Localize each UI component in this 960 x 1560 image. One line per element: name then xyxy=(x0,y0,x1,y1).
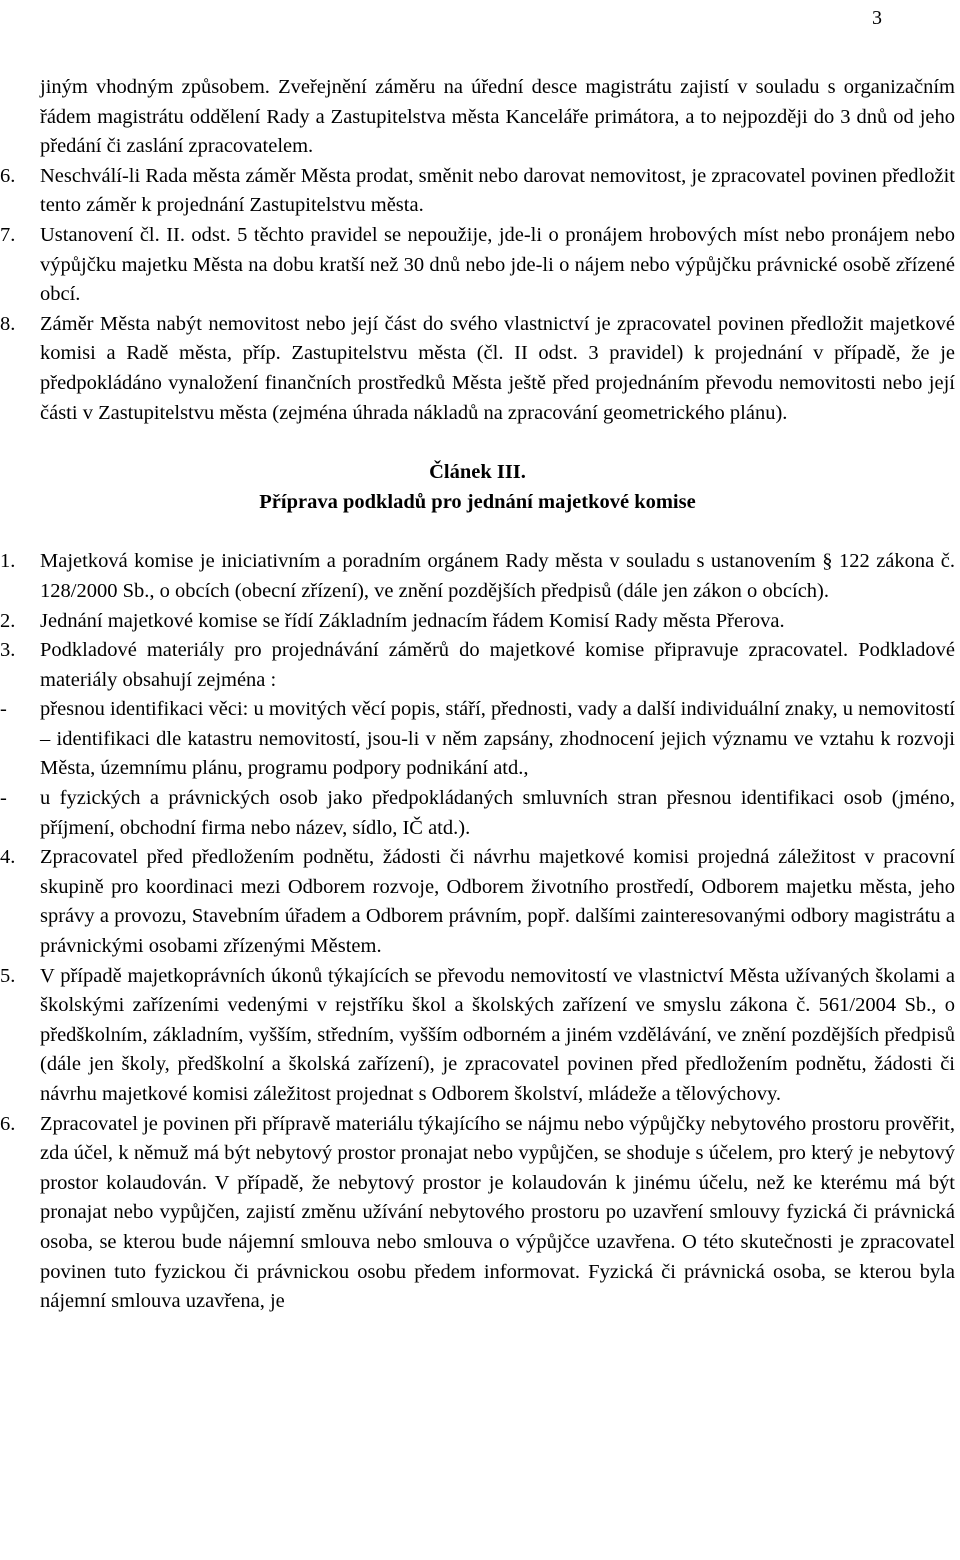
document-body xyxy=(0,73,955,1317)
continuation-paragraph: jiným vhodným způsobem. Zveřejnění záměru na úřední desce magistrátu zajistí v souladu s organizačním řádem magistrátu oddělení Rady a Zastupitelstva města Kanceláře primátora, a to nejpozději do 3 dnů od jeho předání či zaslání zpracovatelem. xyxy=(40,76,955,158)
item-text: V případě majetkoprávních úkonů týkajících se převodu nemovitostí ve vlastnictví Města užívaných školami a školskými zařízeními vedenými v rejstříku škol a školských zařízení ve smyslu zákona č. 561/2004 Sb., o předškolním, základním, vyšším, středním, vyšším odborném a jiném vzdělávání, ve znění pozdějších předpisů (dále jen školy, předškolní a školská zařízení), je zpracovatel povinen před předložením podnětu, žádosti či návrhu majetkové komisi záležitost projednat s Odborem školství, mládeže a tělovýchovy. xyxy=(40,964,955,1105)
list-item-2 xyxy=(0,607,955,637)
item-number: 5. xyxy=(0,964,16,987)
dash-item-2 xyxy=(0,784,955,843)
item-text: Zpracovatel je povinen při přípravě materiálu týkajícího se nájmu nebo výpůjčky nebytového prostoru prověřit, zda účel, k němuž má být nebytový prostor pronajat nebo vypůjčen, se shoduje s účelem, pro který je nebytový prostor kolaudován. V případě, že nebytový prostor je kolaudován k jinému účelu, než ke kterému má být pronajat nebo vypůjčen, zajistí změnu užívání nebytového prostoru po uzavření smlouvy fyzická či právnická osoba, se kterou bude nájemní smlouva nebo smlouva o výpůjčce uzavřena. O této skutečnosti je zpracovatel povinen tuto fyzickou či právnickou osobu předem informovat. Fyzická či právnická osoba, se kterou byla nájemní smlouva uzavřena, je xyxy=(40,1112,955,1313)
item-number: 1. xyxy=(0,550,16,573)
dash-mark: - xyxy=(0,698,7,721)
list-item-6b xyxy=(0,1110,955,1317)
list-item-1 xyxy=(0,547,955,606)
item-text: přesnou identifikaci věci: u movitých věcí popis, stáří, přednosti, vady a další individuální znaky, u nemovitostí – identifikaci dle katastru nemovitostí, jsou-li v něm zapsány, zhodnocení jejich významu ve vztahu k rozvoji Města, územnímu plánu, programu podpory podnikání atd., xyxy=(40,698,955,780)
item-text: Ustanovení čl. II. odst. 5 těchto pravidel se nepoužije, jde-li o pronájem hrobových míst nebo pronájem nebo výpůjčku majetku Města na dobu kratší než 30 dnů nebo jde-li o nájem nebo výpůjčku právnické osobě zřízené obcí. xyxy=(40,223,955,306)
list-item-4 xyxy=(0,843,955,961)
list-item-8 xyxy=(0,310,955,428)
list-item-6 xyxy=(0,162,955,221)
item-text: Jednání majetkové komise se řídí Základním jednacím řádem Komisí Rady města Přerova. xyxy=(40,609,785,632)
item-text: Záměr Města nabýt nemovitost nebo její část do svého vlastnictví je zpracovatel povinen předložit majetkové komisi a Radě města, příp. Zastupitelstvu města (čl. II odst. 3 pravidel) k projednání v případě, že je předpokládáno vynaložení finančních prostředků Města ještě před projednáním převodu nemovitosti nebo její části v Zastupitelstvu města (zejména úhrada nákladů na zpracování geometrického plánu). xyxy=(40,312,955,424)
page-number: 3 xyxy=(872,7,882,29)
item-text: u fyzických a právnických osob jako předpokládaných smluvních stran přesnou identifikaci osob (jméno, příjmení, obchodní firma nebo název, sídlo, IČ atd.). xyxy=(40,787,955,839)
item-text: Podkladové materiály pro projednávání záměrů do majetkové komise připravuje zpracovatel. Podkladové materiály obsahují zejména : xyxy=(40,639,955,691)
item-text: Majetková komise je iniciativním a poradním orgánem Rady města v souladu s ustanovením § 122 zákona č. 128/2000 Sb., o obcích (obecní zřízení), ve znění pozdějších předpisů (dále jen zákon o obcích). xyxy=(40,550,955,602)
item-number: 3. xyxy=(0,639,16,662)
article-subtitle: Příprava podkladů pro jednání majetkové komise xyxy=(259,490,696,513)
item-number: 2. xyxy=(0,609,16,632)
item-number: 4. xyxy=(0,846,16,869)
item-number: 7. xyxy=(0,223,16,246)
list-item-5 xyxy=(0,962,955,1110)
item-text: Neschválí-li Rada města záměr Města prodat, směnit nebo darovat nemovitost, je zpracovatel povinen předložit tento záměr k projednání Zastupitelstvu města. xyxy=(40,164,955,217)
article-title: Článek III. xyxy=(429,461,526,484)
dash-mark: - xyxy=(0,787,7,810)
list-item-7 xyxy=(0,221,955,310)
item-text: Zpracovatel před předložením podnětu, žádosti či návrhu majetkové komisi projedná záležitost v pracovní skupině pro koordinaci mezi Odborem rozvoje, Odborem životního prostředí, Odborem majetku města, jeho správy a provozu, Stavebním úřadem a Odborem právním, popř. dalšími zainteresovanými odbory magistrátu a právnickými osobami zřízenými Městem. xyxy=(40,846,955,958)
article-heading xyxy=(0,458,955,517)
list-item-3 xyxy=(0,636,955,695)
item-number: 6. xyxy=(0,164,16,187)
dash-item-1 xyxy=(0,695,955,784)
item-number: 8. xyxy=(0,312,16,335)
item-number: 6. xyxy=(0,1112,16,1135)
